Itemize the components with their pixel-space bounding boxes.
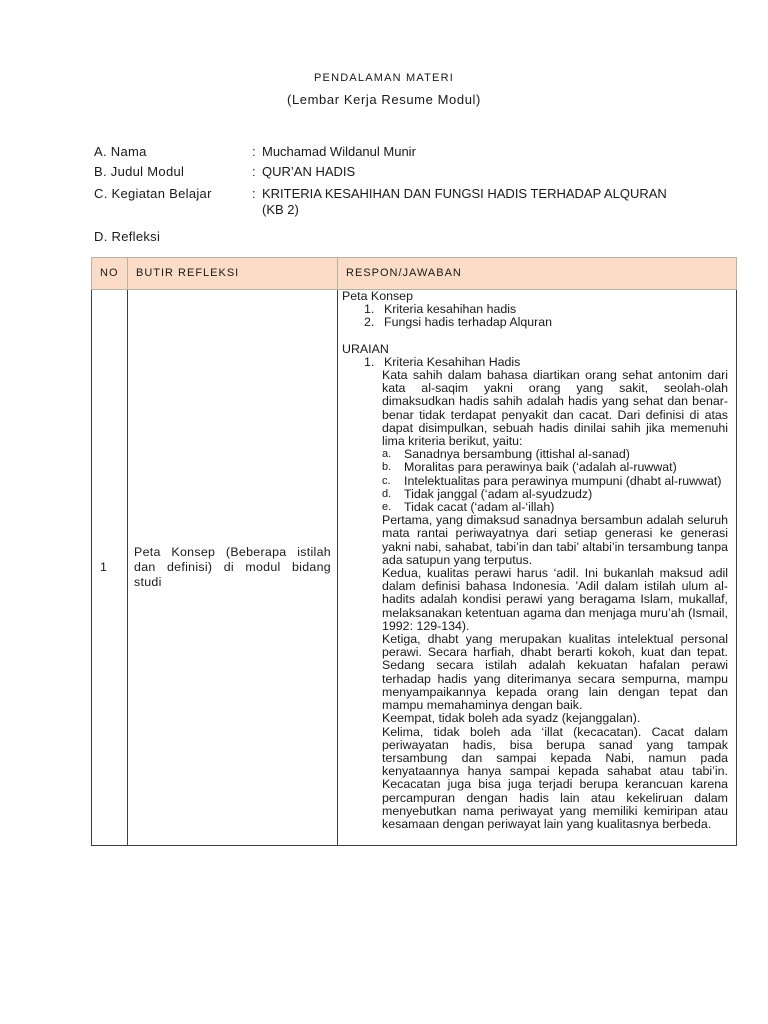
respon-cell [338, 290, 737, 846]
table-header-row [92, 258, 737, 290]
header-respon-jawaban: RESPON/JAWABAN [338, 258, 737, 290]
peta-konsep-list [342, 303, 728, 329]
info-label: B. Judul Modul [94, 164, 185, 179]
list-letter: a. [382, 448, 392, 461]
kriteria-list [342, 448, 728, 514]
list-text: Tidak janggal (‘adam al-syudzudz) [404, 486, 593, 501]
list-letter: d. [382, 487, 392, 500]
document-title: PENDALAMAN MATERI [314, 72, 454, 84]
list-text: Sanadnya bersambung (ittishal al-sanad) [404, 447, 630, 462]
list-number: 1. [364, 354, 375, 369]
spacer [342, 330, 728, 343]
header-butir-refleksi: BUTIR REFLEKSI [128, 258, 338, 290]
uraian-title: URAIAN [342, 341, 389, 356]
list-number: 1. [364, 302, 375, 317]
list-letter: e. [382, 501, 392, 514]
list-item [382, 475, 728, 488]
info-value: KRITERIA KESAHIHAN DAN FUNGSI HADIS TERHADAP ALQURAN [262, 186, 667, 201]
document-subtitle: (Lembar Kerja Resume Modul) [287, 92, 481, 107]
info-value: Muchamad Wildanul Munir [262, 144, 416, 159]
info-separator: : [252, 164, 256, 179]
list-number: 2. [364, 315, 375, 330]
list-item [342, 316, 728, 329]
list-letter: c. [382, 474, 391, 487]
kriteria-title: Kriteria Kesahihan Hadis [384, 354, 521, 369]
list-text: Fungsi hadis terhadap Alquran [384, 315, 553, 330]
header-no: NO [92, 258, 128, 290]
kriteria-paragraph: Kata sahih dalam bahasa diartikan orang sehat antonim dari kata al-saqim yakni orang yang sakit, seolah-olah dimaksudkan hadis sahih adalah hadis yang sehat dan benar-benar tidak terdapat penyakit dan cacat. Dari definisi di atas dapat disimpulkan, sebuah hadis dinilai sahih jika memenuhi lima kriteria berikut, yaitu: [382, 368, 728, 449]
info-separator: : [252, 144, 256, 159]
butir-refleksi-text: Peta Konsep (Beberapa istilah dan definisi) di modul bidang studi [128, 290, 338, 846]
info-value: QUR’AN HADIS [262, 164, 356, 179]
info-label: A. Nama [94, 144, 147, 159]
info-separator: : [252, 186, 256, 201]
paragraph-keempat: Keempat, tidak boleh ada syadz (kejanggalan). [382, 711, 641, 726]
row-number: 1 [92, 290, 128, 846]
peta-konsep-title: Peta Konsep [342, 289, 413, 303]
reflection-table [91, 257, 737, 846]
list-letter: b. [382, 461, 392, 474]
list-text: Kriteria kesahihan hadis [384, 302, 517, 317]
list-text: Moralitas para perawinya baik (‘adalah al-ruwwat) [404, 460, 677, 475]
info-value-continued: (KB 2) [262, 202, 299, 217]
info-label: D. Refleksi [94, 229, 161, 244]
info-label: C. Kegiatan Belajar [94, 186, 212, 201]
list-item [382, 461, 728, 474]
table-row [92, 290, 737, 846]
list-text: Tidak cacat (‘adam al-‘illah) [404, 500, 555, 515]
paragraph-pertama: Pertama, yang dimaksud sanadnya bersambun adalah seluruh mata rantai periwayatnya dari setiap generasi ke generasi yakni nabi, sahabat, tabi’in dan tabi’ altabi’in tersambung tanpa ada satupun yang terputus. [382, 513, 728, 567]
list-text: Intelektualitas para perawinya mumpuni (dhabt al-ruwwat) [404, 473, 722, 488]
paragraph-ketiga: Ketiga, dhabt yang merupakan kualitas intelektual personal perawi. Secara harfiah, dhabt berarti kokoh, kuat dan tepat. Sedang secara istilah adalah kekuatan hafalan perawi terhadap hadis yang diterimanya secara sempurna, mampu menyampaikannya kepada orang lain dengan tepat dan mampu memahaminya dengan baik. [382, 632, 728, 713]
paragraph-kelima: Kelima, tidak boleh ada ‘illat (kecacatan). Cacat dalam periwayatan hadis, bisa berupa sanad yang tampak tersambung dan sampai kepada Nabi, namun pada kenyataannya hanya sampai kepada sahabat atau tabi’in. Kecacatan juga bisa juga terjadi berupa kerancuan karena percampuran dengan hadis lain atau kekeliruan dalam menyebutkan nama periwayat yang memiliki kemiripan atau kesamaan dengan periwayat lain yang kualitasnya berbeda. [382, 724, 728, 831]
paragraph-kedua: Kedua, kualitas perawi harus ‘adil. Ini bukanlah maksud adil dalam definisi bahasa Indonesia. ’Adil dalam istilah ulum al-hadits adalah kondisi perawi yang beragama Islam, mukallaf, melaksanakan ketentuan agama dan menjaga muru’ah (Ismail, 1992: 129-134). [382, 566, 728, 633]
